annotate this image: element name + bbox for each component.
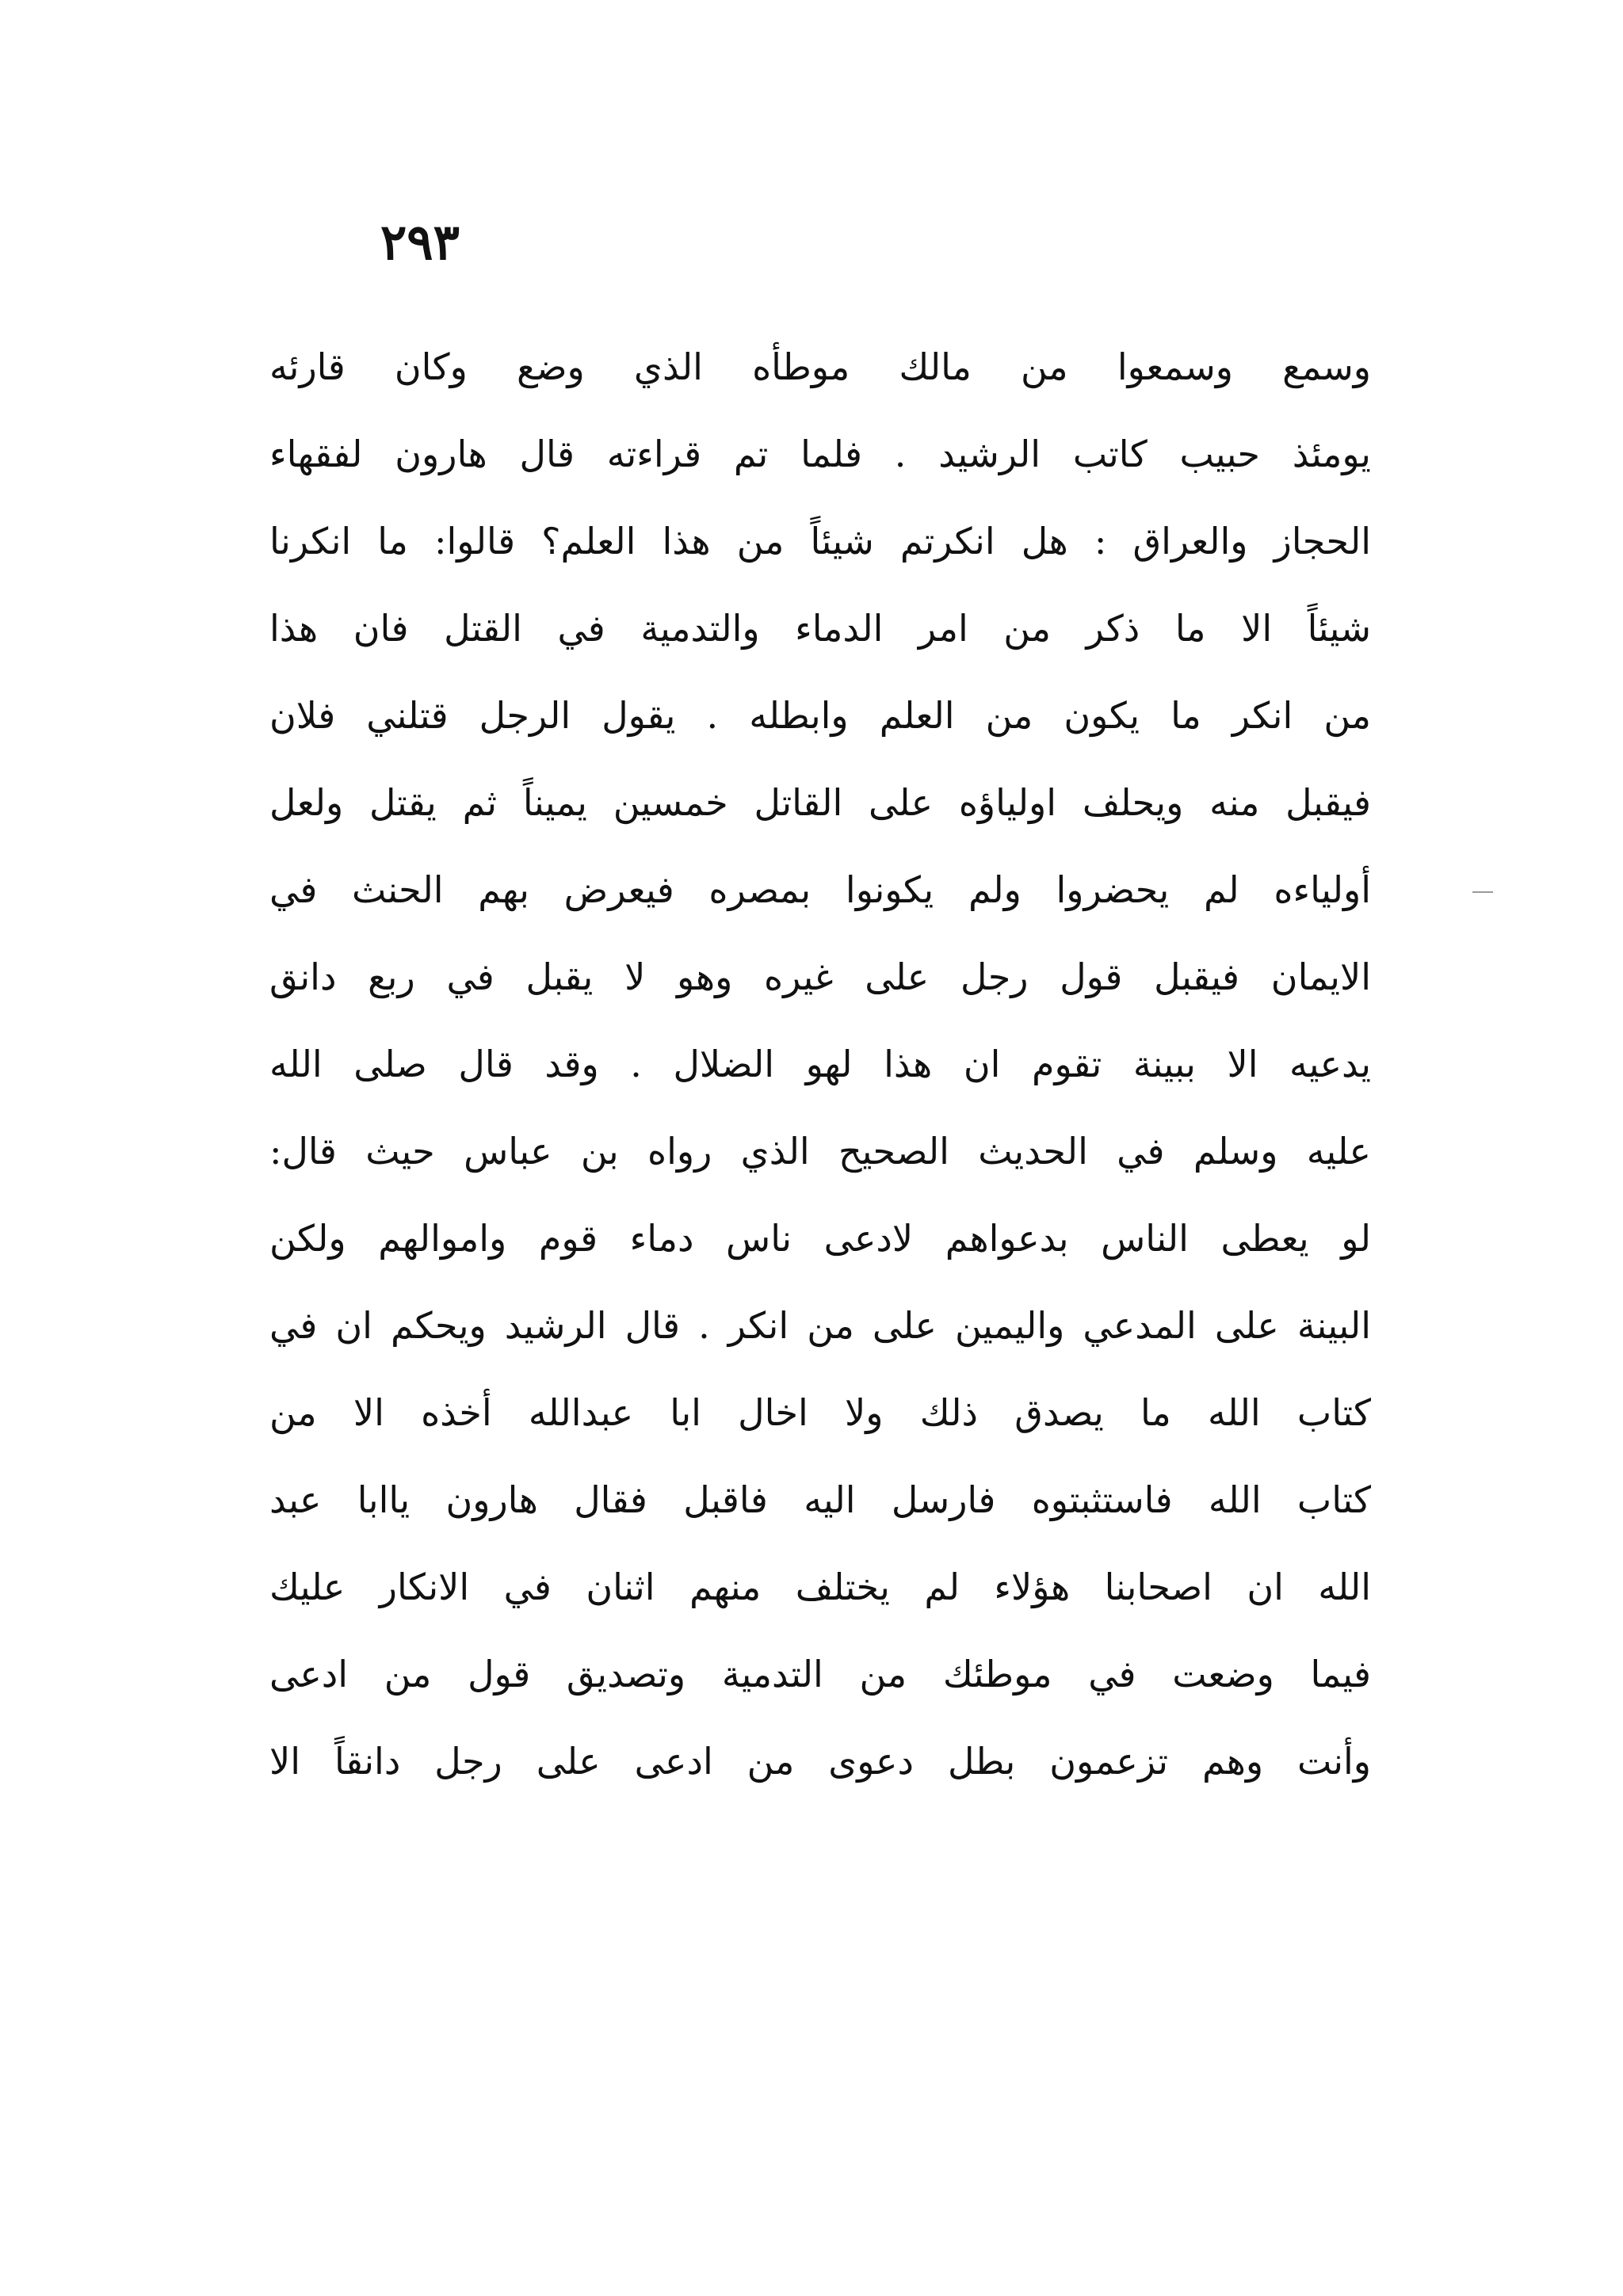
text-line-3: الحجاز والعراق : هل انكرتم شيئاً من هذا العلم؟ قالوا: ما انكرنا — [269, 520, 1371, 563]
text-line-6: فيقبل منه ويحلف اولياؤه على القاتل خمسين يميناً ثم يقتل ولعل — [269, 781, 1371, 824]
text-line-2: يومئذ حبيب كاتب الرشيد . فلما تم قراءته قال هارون لفقهاء — [269, 433, 1371, 475]
text-line-1: وسمع وسمعوا من مالك موطأه الذي وضع وكان قارئه — [269, 345, 1371, 388]
text-line-7: أولياءه لم يحضروا ولم يكونوا بمصره فيعرض بهم الحنث في — [269, 868, 1371, 911]
text-line-17: وأنت وهم تزعمون بطل دعوى من ادعى على رجل دانقاً الا — [269, 1740, 1371, 1783]
text-line-15: الله ان اصحابنا هؤلاء لم يختلف منهم اثنان في الانكار عليك — [269, 1566, 1371, 1608]
text-line-14: كتاب الله فاستثبتوه فارسل اليه فاقبل فقال هارون ياابا عبد — [269, 1478, 1371, 1521]
text-line-12: البينة على المدعي واليمين على من انكر . قال الرشيد ويحكم ان في — [269, 1304, 1371, 1347]
page-number: ٢٩٣ — [380, 213, 460, 271]
text-line-16: فيما وضعت في موطئك من التدمية وتصديق قول من ادعى — [269, 1653, 1371, 1695]
scan-speck — [1472, 891, 1493, 893]
text-line-11: لو يعطى الناس بدعواهم لادعى ناس دماء قوم واموالهم ولكن — [269, 1217, 1371, 1260]
body-text — [269, 323, 1371, 1805]
text-line-8: الايمان فيقبل قول رجل على غيره وهو لا يقبل في ربع دانق — [269, 955, 1371, 998]
text-line-13: كتاب الله ما يصدق ذلك ولا اخال ابا عبدالله أخذه الا من — [269, 1391, 1371, 1434]
text-line-4: شيئاً الا ما ذكر من امر الدماء والتدمية في القتل فان هذا — [269, 607, 1371, 650]
text-line-10: عليه وسلم في الحديث الصحيح الذي رواه بن عباس حيث قال: — [269, 1130, 1371, 1173]
text-line-5: من انكر ما يكون من العلم وابطله . يقول الرجل قتلني فلان — [269, 694, 1371, 737]
text-line-9: يدعيه الا ببينة تقوم ان هذا لهو الضلال . وقد قال صلى الله — [269, 1043, 1371, 1085]
